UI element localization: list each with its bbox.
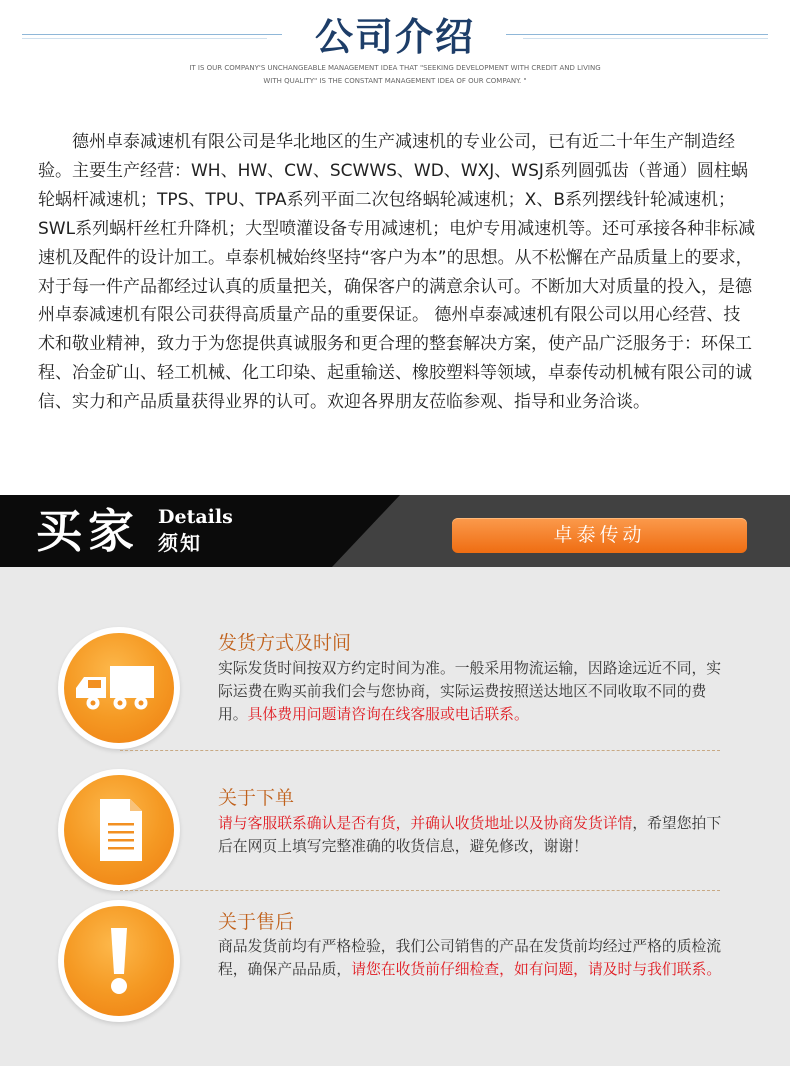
section-title: 公司介绍: [314, 14, 475, 59]
ordering-text: 请与客服联系确认是否有货，并确认收货地址以及协商发货详情，希望您拍下后在网页上填写完整准确的收货信息，避免修改，谢谢！: [218, 815, 722, 855]
shipping-icon-badge: [58, 627, 180, 749]
banner-en-label: Details: [158, 506, 233, 528]
company-description: 德州卓泰减速机有限公司是华北地区的生产减速机的专业公司，已有近二十年生产制造经验。主要生产经营：WH、HW、CW、SCWWS、WD、WXJ、WSJ系列圆弧齿（普通）圆柱蜗轮蜗杆减速机；TPS、TPU、TPA系列平面二次包络蜗轮减速机；X、B系列摆线针轮减速机；SWL系列蜗杆丝杠升降机；大型喷灌设备专用减速机；电炉专用减速机等。还可承接各种非标减速机及配件的设计加工。卓泰机械始终坚持“客户为本”的思想。从不松懈在产品质量上的要求，对于每一件产品都经过认真的质量把关，确保客户的满意余认可。不断加大对质量的投入，是德州卓泰减速机有限公司获得高质量产品的重要保证。 德州卓泰减速机有限公司以用心经营、技术和敬业精神，致力于为您提供真诚服务和更合理的整套解决方案，使产品广泛服务于：环保工程、冶金矿山、轻工机械、化工印染、起重输送、橡胶塑料等领域，卓泰传动机械有限公司的诚信、实力和产品质量获得业界的认可。欢迎各界朋友莅临参观、指导和业务洽谈。: [38, 132, 756, 413]
section-subtitle: [150, 62, 640, 88]
banner-title: 买家: [36, 504, 140, 558]
after-sale-icon-badge: [58, 900, 180, 1022]
after-sale-title: 关于售后: [218, 911, 295, 933]
after-sale-highlight: 请您在收货前仔细检查，如有问题，请及时与我们联系。: [351, 961, 722, 978]
company-intro-section: [0, 0, 790, 495]
banner-cn-label: 须知: [158, 531, 202, 555]
shipping-highlight: 具体费用问题请咨询在线客服或电话联系。: [247, 706, 529, 723]
buyer-details-section: [0, 567, 790, 1066]
truck-icon: [64, 633, 174, 743]
document-icon: [64, 775, 174, 885]
ordering-title: 关于下单: [218, 787, 295, 809]
ordering-highlight: 请与客服联系确认是否有货，并确认收货地址以及协商发货详情: [218, 815, 633, 832]
ordering-icon-badge: [58, 769, 180, 891]
exclamation-icon: [64, 906, 174, 1016]
subtitle-line-2: WITH QUALITY" IS THE CONSTANT MANAGEMENT IDEA OF OUR COMPANY. ": [263, 77, 527, 85]
divider: [120, 890, 720, 891]
after-sale-text: 商品发货前均有严格检验，我们公司销售的产品在发货前均经过严格的质检流程，确保产品品质，请您在收货前仔细检查，如有问题，请及时与我们联系。: [218, 938, 722, 978]
shipping-text: 实际发货时间按双方约定时间为准。一般采用物流运输，因路途远近不同，实际运费在购买前我们会与您协商，实际运费按照送达地区不同收取不同的费用。具体费用问题请咨询在线客服或电话联系。: [218, 660, 722, 723]
shipping-title: 发货方式及时间: [218, 632, 352, 654]
subtitle-line-1: IT IS OUR COMPANY'S UNCHANGEABLE MANAGEMENT IDEA THAT "SEEKING DEVELOPMENT WITH CREDIT AND LIVING: [189, 64, 601, 72]
brand-pill: 卓泰传动: [452, 518, 747, 553]
buyer-notice-banner: [0, 495, 790, 567]
divider: [120, 750, 720, 751]
